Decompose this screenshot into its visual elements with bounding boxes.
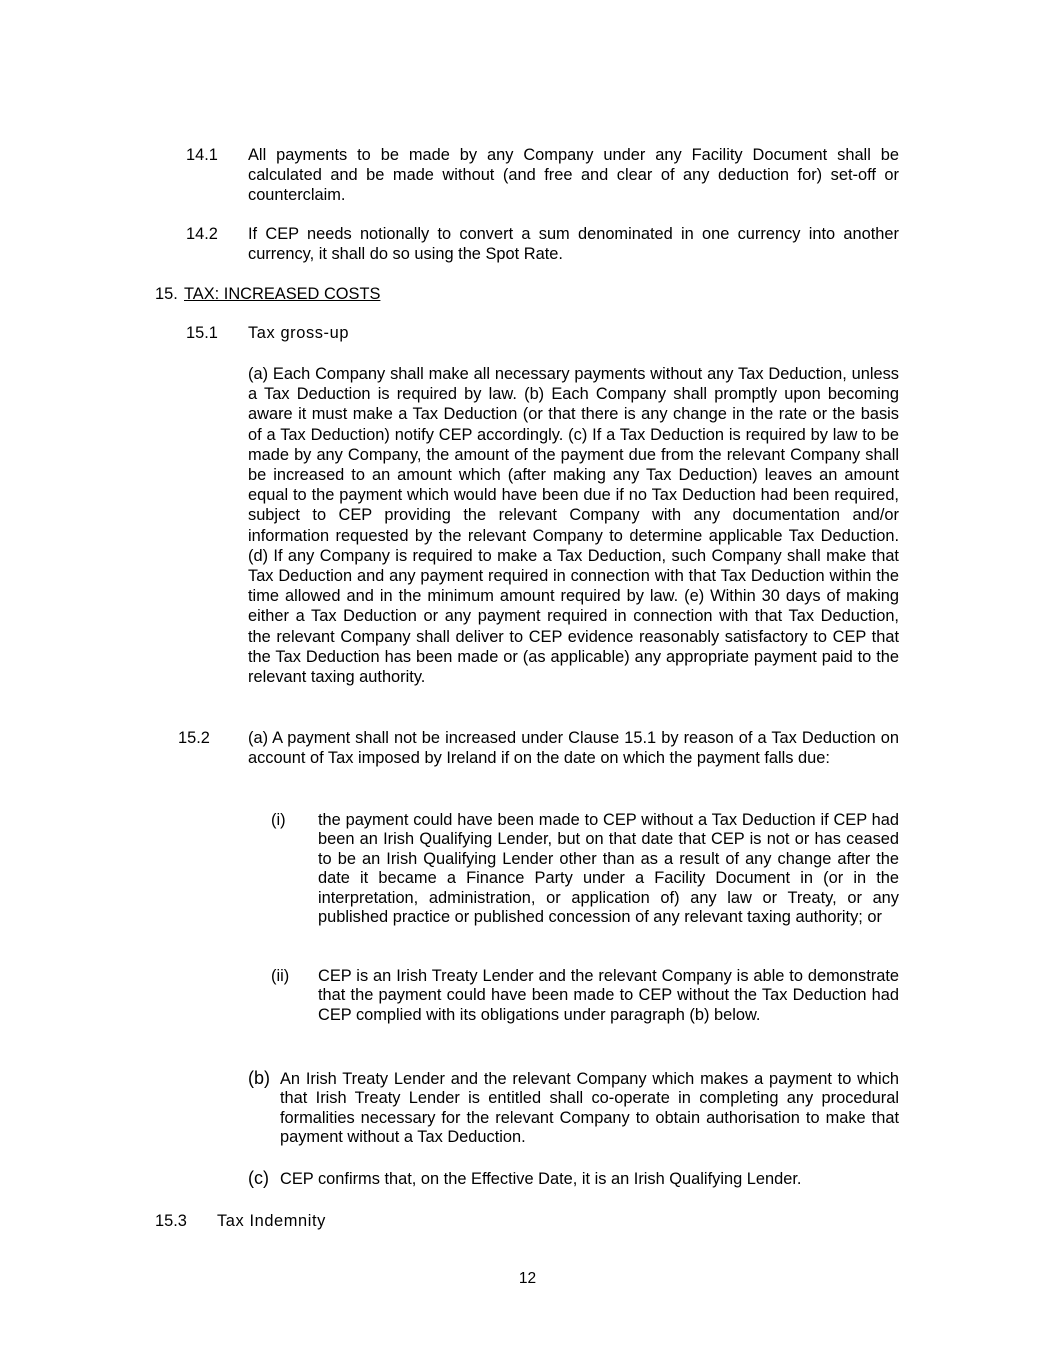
clause-text: If CEP needs notionally to convert a sum denominated in one currency into another currency, it shall do so using the Spot Rate. — [248, 225, 899, 264]
paragraph-label: (c) — [248, 1168, 269, 1188]
clause-title: Tax Indemnity — [217, 1212, 326, 1230]
paragraph-text: An Irish Treaty Lender and the relevant Company which makes a payment to which that Irish Treaty Lender is entitled shall co-operate in completing any procedural formalities necessary for the relevant Company to obtain authorisation to make that payment without a Tax Deduction. — [280, 1070, 899, 1147]
subclause-text: the payment could have been made to CEP without a Tax Deduction if CEP had been an Irish Qualifying Lender, but on that date that CEP is not or has ceased to be an Irish Qualifying Lender other than as a result of any change after the date it became a Finance Party under a Facility Document in (or in the interpretation, administration, or application of) any law or Treaty, or any published practice or published concession of any relevant taxing authority; or — [318, 811, 899, 927]
clause-number: 15.2 — [178, 729, 210, 747]
page-number: 12 — [518, 1270, 537, 1287]
clause-text: (a) Each Company shall make all necessary payments without any Tax Deduction, unless a Tax Deduction is required by law. (b) Each Company shall promptly upon becoming aware it must make a Tax Deduction (or that there is any change in the rate or the basis of a Tax Deduction) notify CEP accordingly. (c) If a Tax Deduction is required by law to be made by any Company, the amount of the payment due from the relevant Company shall be increased to an amount which (after making any Tax Deduction) leaves an amount equal to the payment which would have been due if no Tax Deduction had been required, subject to CEP providing the relevant Company with any documentation and/or information requested by the relevant Company to determine applicable Tax Deduction. (d) If any Company is required to make a Tax Deduction, such Company shall make that Tax Deduction and any payment required in connection with that Tax Deduction within the time allowed and in the minimum amount required by law. (e) Within 30 days of making either a Tax Deduction or any payment required in connection with that Tax Deduction, the relevant Company shall deliver to CEP evidence reasonably satisfactory to CEP that the Tax Deduction has been made or (as applicable) any appropriate payment paid to the relevant taxing authority. — [248, 365, 899, 687]
subclause-label: (i) — [271, 811, 286, 829]
clause-number: 14.2 — [186, 225, 218, 243]
clause-number: 15.1 — [186, 324, 218, 342]
subclause-label: (ii) — [271, 967, 290, 985]
section-title: TAX: INCREASED COSTS — [184, 285, 381, 303]
section-number: 15. — [155, 285, 178, 303]
clause-number: 15.3 — [155, 1212, 187, 1230]
clause-text: All payments to be made by any Company under any Facility Document shall be calculated and be made without (and free and clear of any deduction for) set-off or counterclaim. — [248, 146, 899, 205]
paragraph-text: CEP confirms that, on the Effective Date, it is an Irish Qualifying Lender. — [280, 1170, 802, 1188]
clause-title: Tax gross-up — [248, 324, 350, 342]
subclause-text: CEP is an Irish Treaty Lender and the relevant Company is able to demonstrate that the payment could have been made to CEP without the Tax Deduction had CEP complied with its obligations under paragraph (b) below. — [318, 967, 899, 1024]
paragraph-label: (b) — [248, 1068, 270, 1088]
clause-number: 14.1 — [186, 146, 218, 164]
clause-text: (a) A payment shall not be increased under Clause 15.1 by reason of a Tax Deduction on account of Tax imposed by Ireland if on the date on which the payment falls due: — [248, 729, 899, 768]
